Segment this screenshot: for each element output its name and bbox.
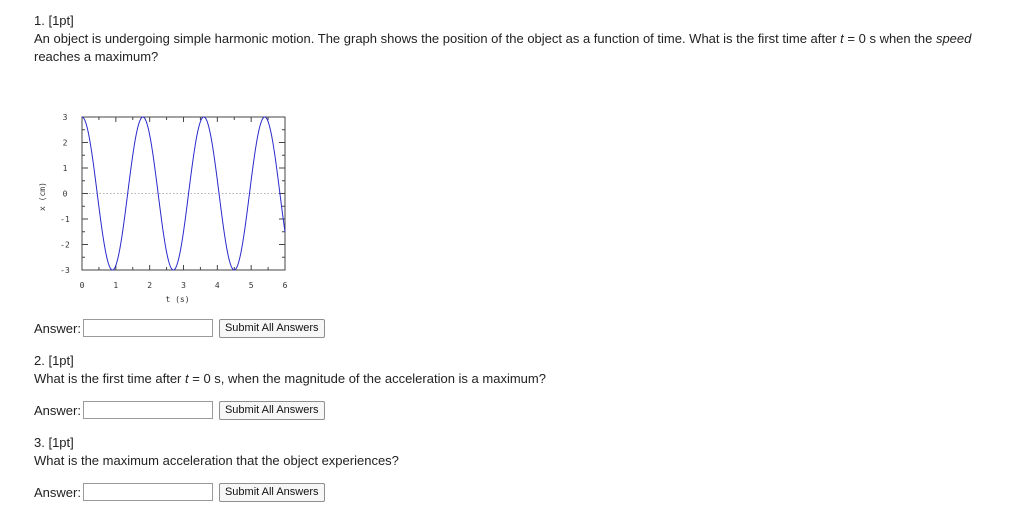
question-2 xyxy=(34,352,1004,388)
submit-all-answers-button-3[interactable]: Submit All Answers xyxy=(219,483,325,502)
question-1-number: 1. [1pt] xyxy=(34,13,74,28)
answer-input-2[interactable] xyxy=(83,401,213,419)
q2-var-t: t xyxy=(185,371,189,386)
q1-text-b: = 0 s when the xyxy=(843,31,936,46)
q1-speed: speed xyxy=(935,31,972,46)
y-tick-label: 2 xyxy=(62,138,68,148)
question-3-number: 3. [1pt] xyxy=(34,435,74,450)
x-tick-label: 1 xyxy=(113,281,119,290)
answer-label-1: Answer: xyxy=(34,320,81,336)
y-tick-label: -2 xyxy=(60,240,70,250)
x-axis-label: t (s) xyxy=(165,295,190,304)
y-tick-label: 0 xyxy=(62,189,68,199)
answer-label-2: Answer: xyxy=(34,402,81,418)
y-axis-label: x (cm) xyxy=(38,182,47,211)
y-tick-label: 1 xyxy=(62,164,68,173)
q2-text-b: = 0 s, when the magnitude of the acceleration is a maximum? xyxy=(188,371,546,386)
q1-var-t: t xyxy=(840,31,844,46)
answer-row-1 xyxy=(34,318,325,338)
y-tick-label: -3 xyxy=(60,266,70,275)
x-tick-label: 5 xyxy=(248,281,254,290)
x-tick-label: 4 xyxy=(214,281,220,290)
question-3-text xyxy=(34,452,1004,470)
tick-group xyxy=(60,113,287,290)
question-3 xyxy=(34,434,1004,470)
answer-row-2 xyxy=(34,400,325,420)
answer-label-3: Answer: xyxy=(34,484,81,500)
q1-text-c: reaches a maximum? xyxy=(34,49,159,64)
answer-input-3[interactable] xyxy=(83,483,213,501)
question-1-text xyxy=(34,30,1004,66)
x-tick-label: 6 xyxy=(282,281,288,290)
question-1 xyxy=(34,12,1004,66)
x-tick-label: 2 xyxy=(147,281,153,290)
answer-row-3 xyxy=(34,482,325,502)
q3-text-a: What is the maximum acceleration that the object experiences? xyxy=(34,453,399,468)
x-tick-label: 3 xyxy=(181,281,186,290)
q1-text-a: An object is undergoing simple harmonic motion. The graph shows the position of the object as a function of time. What is the first time after xyxy=(34,31,841,46)
y-tick-label: 3 xyxy=(62,113,68,122)
answer-input-1[interactable] xyxy=(83,319,213,337)
q2-text-a: What is the first time after xyxy=(34,371,185,386)
question-2-number: 2. [1pt] xyxy=(34,353,74,368)
y-tick-label: -1 xyxy=(60,215,70,224)
x-tick-label: 0 xyxy=(79,281,85,290)
submit-all-answers-button-2[interactable]: Submit All Answers xyxy=(219,401,325,420)
submit-all-answers-button-1[interactable]: Submit All Answers xyxy=(219,319,325,338)
position-time-graph xyxy=(36,108,296,308)
question-2-text xyxy=(34,370,1004,388)
